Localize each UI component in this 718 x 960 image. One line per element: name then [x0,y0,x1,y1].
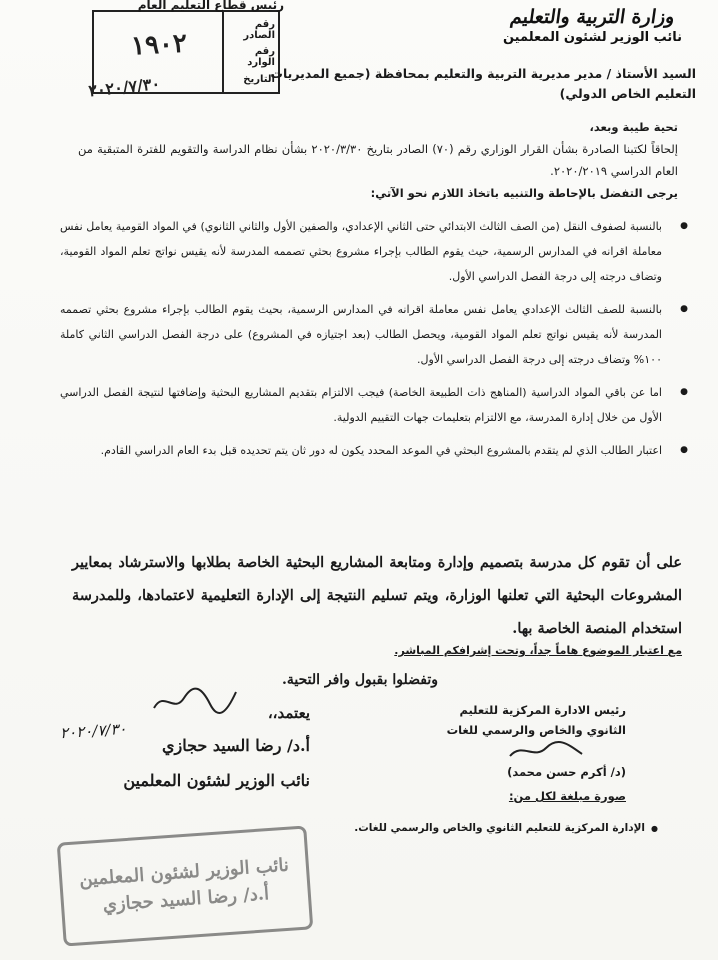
closing-paragraph: على أن تقوم كل مدرسة بتصميم وإدارة ومتابعة المشاريع البحثية الخاصة بطلابها والاسترشاد بمعايير المشروعات البحثية التي تعلنها الوزارة، ويتم تسليم النتيجة إلى الإدارة التعليمية لاعتمادها، وللمدرسة استخدام المنصة الخاصة بها. [72,554,682,637]
stamp-label-date: التاريخ [243,74,275,86]
head-signature-block [416,700,626,806]
head-name: (د/ أكرم حسن محمد) [507,765,626,779]
bullet-list [60,214,690,471]
regards-line: وتفضلوا بقبول وافر التحية. [282,672,438,688]
ministry-office: نائب الوزير لشئون المعلمين [502,30,682,45]
ministry-logo: وزارة التربية والتعليم [508,6,677,28]
deputy-signature-block [40,694,370,790]
stamp-label-outgoing: رقم الصادر [243,18,275,41]
cc-label: صورة مبلغة لكل من: [508,789,626,803]
handwritten-signature-icon [150,684,240,718]
stamp-title: رئيس قطاع التعليم العام [137,0,284,12]
approval-label: يعتمد،، [267,704,310,722]
addressee [56,64,696,104]
distribution-item: ● الإدارة المركزية للتعليم الثانوي والخاص والرسمي للغات. [354,822,658,834]
intro-paragraph: إلحاقاً لكتبنا الصادرة بشأن القرار الوزاري رقم (٧٠) الصادر بتاريخ ٢٠٢٠/٣/٣٠ بشأن نظام الدراسة والتقويم للفترة المتبقية من العام الدراسي ٢٠٢٠/٢٠١٩. [78,142,678,178]
stamp-number: ١٩٠٢ [130,28,188,62]
addressee-line-2: التعليم الخاص الدولي) [559,86,696,101]
list-item: ● بالنسبة للصف الثالث الإعدادي يعامل نفس معاملة اقرانه في المدارس الرسمية، بحيث يقوم الطالب بإجراء مشروع بحثي تصممه المدرسة لأنه يقيس نواتج تعلم المواد القومية، ويحصل الطالب (بعد اجتيازه في المشروع) على درجة الفصل الدراسي الثاني كاملة ١٠٠% وتضاف درجته إلى درجة الفصل الدراسي الأول. [60,297,690,372]
deputy-name: أ.د/ رضا السيد حجازي [161,736,310,755]
head-title-2: الثانوي والخاص والرسمي للغات [446,723,626,737]
seal-line-1: نائب الوزير لشئون المعلمين [78,854,290,891]
importance-note: مع اعتبار الموضوع هاماً جداً، وتحت إشرافكم المباشر. [394,644,682,657]
list-item: ● بالنسبة لصفوف النقل (من الصف الثالث الابتدائي حتى الثاني الإعدادي، والصفين الأول والثاني الثانوي) في المواد القومية يعامل نفس معاملة اقرانه في المدارس الرسمية، حيث يقوم الطالب بإجراء مشروع بحثي تصممه المدرسة لأنه يقيس نواتج تعلم المواد القومية، وتضاف درجته إلى درجة الفصل الدراسي الأول. [60,214,690,289]
head-title-1: رئيس الادارة المركزية للتعليم [459,703,626,717]
seal-line-2: أ.د/ رضا السيد حجازي [102,883,270,916]
official-seal [57,825,314,946]
addressee-line-1: السيد الأستاذ / مدير مديرية التربية والتعليم بمحافظة (جميع المديريات [270,66,696,81]
list-item: ● اعتبار الطالب الذي لم يتقدم بالمشروع البحثي في الموعد المحدد يكون له دور ثان يتم تحديده قبل بدء العام الدراسي القادم. [60,438,690,463]
stamp-label-incoming: رقم الوارد [247,46,275,69]
request-line: يرجى التفضل بالإحاطة والتنبيه باتخاذ اللازم نحو الآتي: [370,186,678,200]
ministry-header [485,6,700,45]
stamp-date: ٢٠٢٠/٧/٣٠ [87,73,161,101]
greeting: تحية طيبة وبعد، [589,120,678,134]
handwritten-date: ٢٠٢٠/٧/٣٠ [59,719,128,743]
list-item: ● اما عن باقي المواد الدراسية (المناهج ذات الطبيعة الخاصة) فيجب الالتزام بتقديم المشاريع البحثية وإضافتها لنتيجة الفصل الدراسي الأول من خلال إدارة المدرسة، مع الالتزام بتعليمات جهات التقييم الدولية. [60,380,690,430]
handwritten-signature-icon [506,740,586,762]
deputy-title: نائب الوزير لشئون المعلمين [123,771,310,790]
